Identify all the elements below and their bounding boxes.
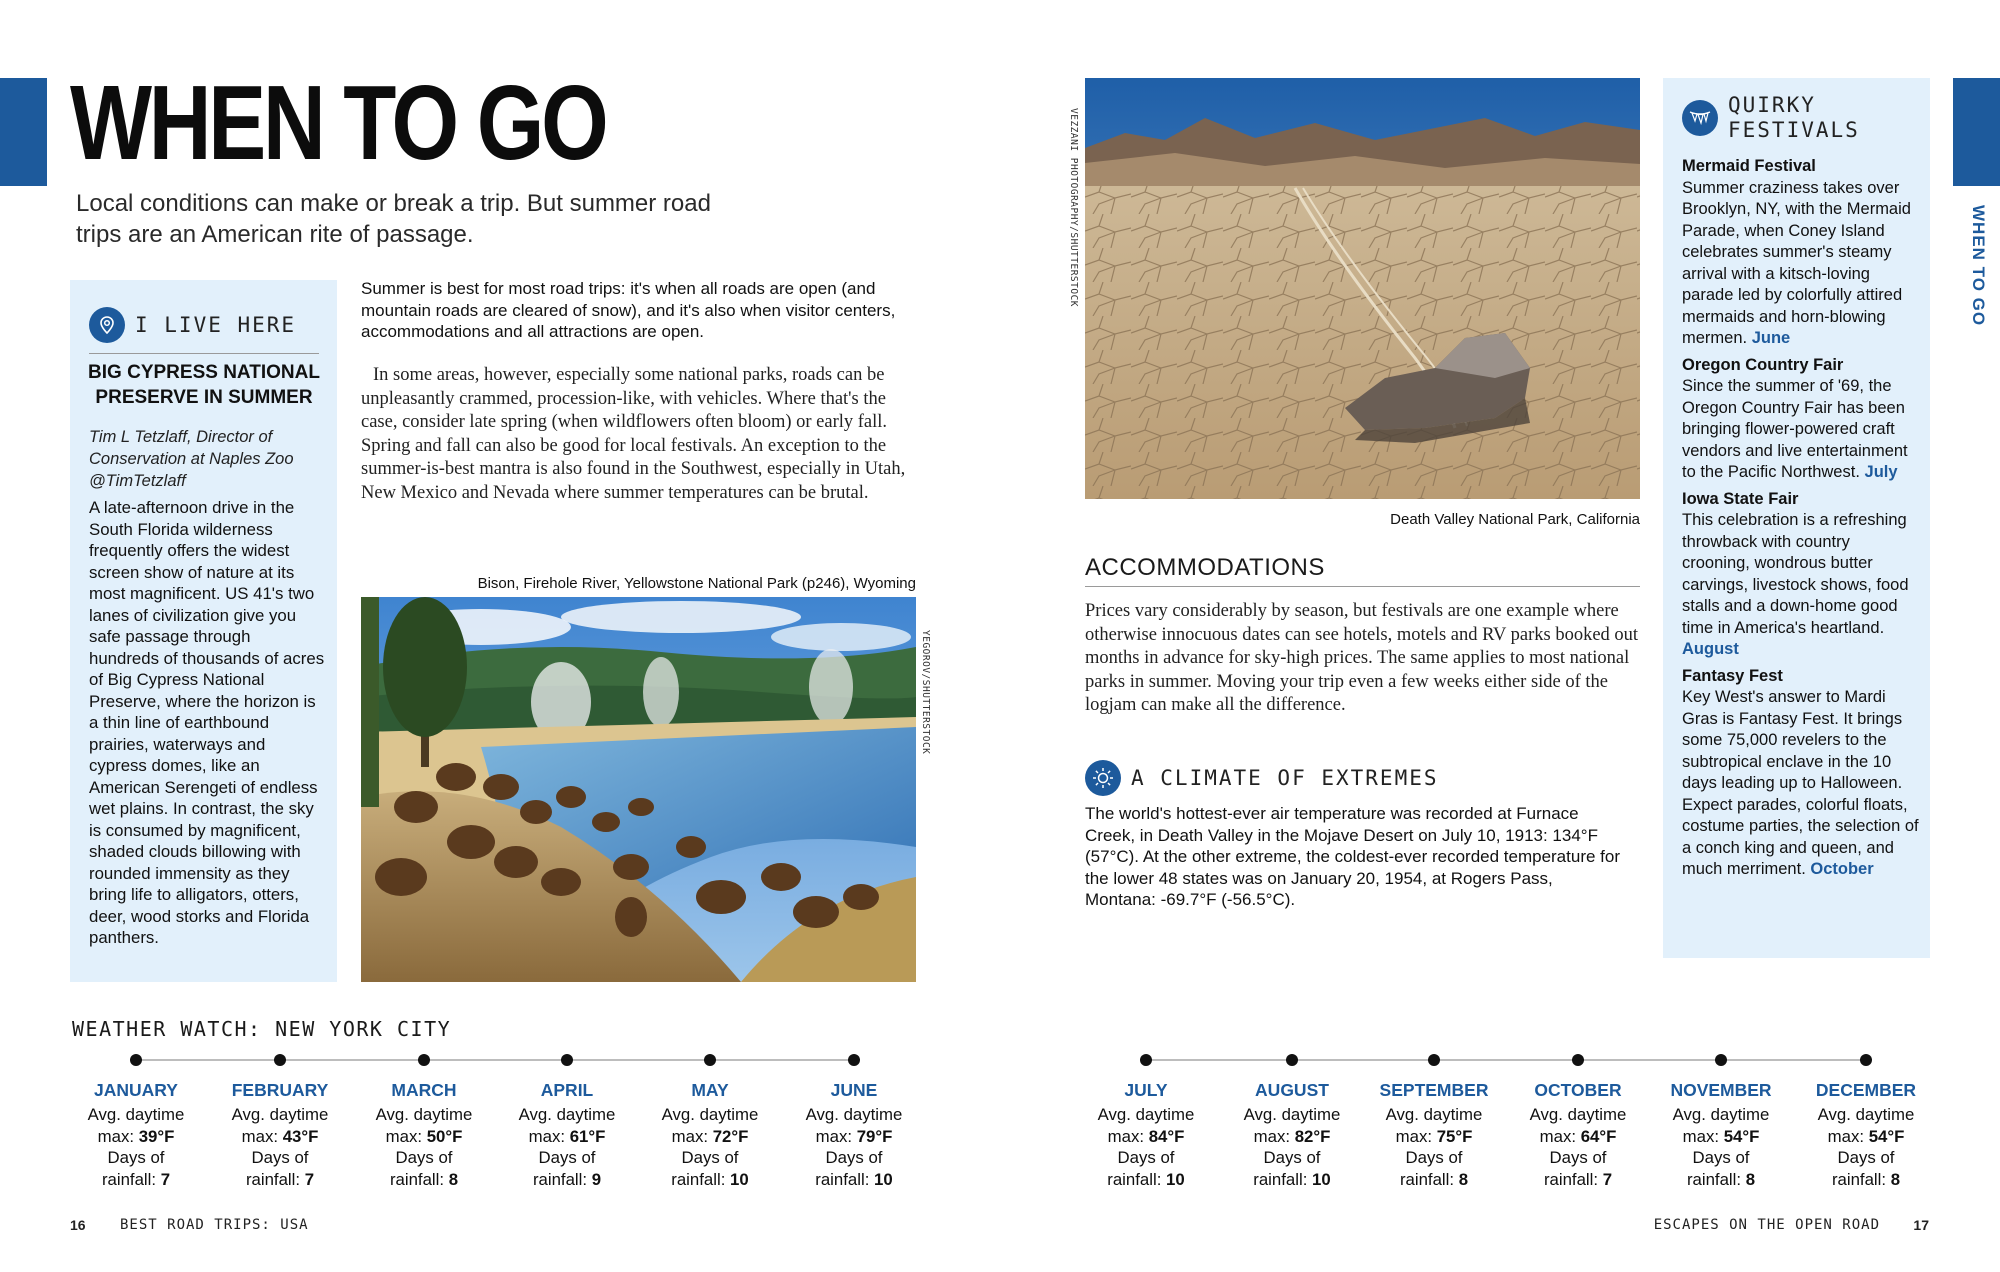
max-label: max: bbox=[1107, 1126, 1145, 1146]
festival-text: This celebration is a refreshing throwback with country crooning, wondrous butter carvings, livestock shows, food stalls and a down-home good time in America's heartland. bbox=[1682, 511, 1909, 637]
weather-month-may bbox=[640, 1080, 780, 1190]
max-label: max: bbox=[1827, 1126, 1865, 1146]
rainfall-line bbox=[354, 1169, 494, 1191]
max-temp-line bbox=[1651, 1126, 1791, 1148]
climate-label: A CLIMATE OF EXTREMES bbox=[1131, 766, 1439, 790]
month-name: FEBRUARY bbox=[231, 1080, 329, 1100]
rainfall-value: 8 bbox=[448, 1169, 459, 1189]
festivals-label-line1: QUIRKY bbox=[1728, 93, 1816, 117]
max-label: max: bbox=[528, 1126, 566, 1146]
sun-icon bbox=[1085, 760, 1121, 796]
weather-month-april bbox=[497, 1080, 637, 1190]
avg-daytime-label: Avg. daytime bbox=[1097, 1105, 1195, 1124]
festival-name: Fantasy Fest bbox=[1682, 666, 1783, 685]
climate-header bbox=[1085, 760, 1439, 796]
weather-month-november bbox=[1651, 1080, 1791, 1190]
left-page-number: 16 bbox=[70, 1217, 86, 1233]
rainfall-label: rainfall: bbox=[1107, 1169, 1162, 1189]
timeline-dot bbox=[848, 1054, 860, 1066]
intro-text: Local conditions can make or break a trip. But summer road trips are an American rite of passage. bbox=[76, 190, 711, 248]
avg-daytime-label: Avg. daytime bbox=[231, 1105, 329, 1124]
max-label: max: bbox=[1395, 1126, 1433, 1146]
festival-item bbox=[1682, 355, 1920, 484]
month-name: JANUARY bbox=[94, 1080, 178, 1100]
max-temp-value: 72°F bbox=[712, 1126, 749, 1146]
rainfall-line bbox=[497, 1169, 637, 1191]
accommodations-text: Prices vary considerably by season, but festivals are one example where otherwise innocuous dates can see hotels, motels and RV parks booked out months in advance for sky-high prices. The same applies to most national parks in summer. Moving your trip even a few weeks either side of the logjam can make all the difference. bbox=[1085, 601, 1639, 715]
rainfall-line bbox=[1222, 1169, 1362, 1191]
rainfall-line bbox=[1508, 1169, 1648, 1191]
max-temp-value: 64°F bbox=[1580, 1126, 1617, 1146]
timeline-dot bbox=[130, 1054, 142, 1066]
side-tab-label: WHEN TO GO bbox=[1969, 205, 1988, 327]
festival-description bbox=[1682, 178, 1920, 350]
rainfall-line bbox=[1796, 1169, 1936, 1191]
month-name: NOVEMBER bbox=[1670, 1080, 1772, 1100]
rainfall-value: 8 bbox=[1890, 1169, 1901, 1189]
accommodations-divider bbox=[1085, 586, 1640, 587]
location-pin-icon bbox=[89, 307, 125, 343]
festival-name: Mermaid Festival bbox=[1682, 157, 1816, 175]
max-temp-line bbox=[640, 1126, 780, 1148]
rainfall-label: rainfall: bbox=[1831, 1169, 1887, 1189]
bison-photo-caption: Bison, Firehole River, Yellowstone National Park (p246), Wyoming bbox=[477, 575, 916, 592]
bison-photo bbox=[361, 597, 916, 982]
box-body-text: A late-afternoon drive in the South Florida wilderness frequently offers the widest screen show of nature at its most magnificent. US 41's two lanes of civilization give you safe passage through hundreds of thousands of acres of Big Cypress National Preserve, where the horizon is a thin line of earthbound prairies, waterways and cypress domes, like an American Serengeti of endless wet plains. In contrast, the sky is consumed by magnificent, shaded clouds billowing with rounded immensity as they bring life to alligators, otters, deer, wood storks and Florida panthers. bbox=[89, 498, 325, 947]
rainfall-value: 10 bbox=[1166, 1169, 1185, 1189]
month-name: MARCH bbox=[391, 1080, 457, 1100]
festival-description bbox=[1682, 376, 1920, 484]
month-name: APRIL bbox=[540, 1080, 594, 1100]
max-temp-value: 54°F bbox=[1868, 1126, 1905, 1146]
max-label: max: bbox=[671, 1126, 709, 1146]
right-running-title: ESCAPES ON THE OPEN ROAD bbox=[1653, 1217, 1880, 1233]
avg-daytime-label: Avg. daytime bbox=[661, 1105, 759, 1124]
days-of-label: Days of bbox=[825, 1148, 883, 1167]
weather-month-july bbox=[1076, 1080, 1216, 1190]
max-temp-line bbox=[1076, 1126, 1216, 1148]
rainfall-label: rainfall: bbox=[1686, 1169, 1742, 1189]
avg-daytime-label: Avg. daytime bbox=[1817, 1105, 1915, 1124]
avg-daytime-label: Avg. daytime bbox=[518, 1105, 616, 1124]
festival-month: August bbox=[1682, 640, 1739, 658]
festival-item bbox=[1682, 156, 1920, 350]
timeline-dot bbox=[274, 1054, 286, 1066]
bunting-icon bbox=[1682, 100, 1718, 136]
timeline-dot bbox=[1140, 1054, 1152, 1066]
rainfall-value: 10 bbox=[874, 1169, 893, 1189]
max-temp-value: 84°F bbox=[1148, 1126, 1185, 1146]
avg-daytime-label: Avg. daytime bbox=[375, 1105, 473, 1124]
days-of-label: Days of bbox=[1405, 1148, 1463, 1167]
avg-daytime-label: Avg. daytime bbox=[1529, 1105, 1627, 1124]
avg-daytime-label: Avg. daytime bbox=[1385, 1105, 1483, 1124]
max-temp-value: 82°F bbox=[1294, 1126, 1331, 1146]
rainfall-label: rainfall: bbox=[389, 1169, 445, 1189]
festival-month: July bbox=[1864, 463, 1898, 481]
timeline-dot bbox=[1860, 1054, 1872, 1066]
i-live-here-box bbox=[70, 280, 337, 982]
death-valley-photo bbox=[1085, 78, 1640, 499]
max-temp-line bbox=[1796, 1126, 1936, 1148]
seasons-paragraph: In some areas, however, especially some national parks, roads can be unpleasantly crammed, procession-like, with vehicles. Where that's the case, consider late spring (when wildflowers often bloom) or early fall. Spring and fall can also be good for local festivals. An exception to the summer-is-best mantra is also found in the Southwest, especially in Utah, New Mexico and Nevada where summer temperatures can be brutal. bbox=[361, 365, 906, 503]
max-label: max: bbox=[241, 1126, 279, 1146]
timeline-dot bbox=[418, 1054, 430, 1066]
death-valley-photo-image bbox=[1085, 78, 1640, 499]
month-name: DECEMBER bbox=[1815, 1080, 1917, 1100]
festival-month: October bbox=[1810, 860, 1874, 878]
festivals-label-line2: FESTIVALS bbox=[1728, 118, 1860, 142]
rainfall-label: rainfall: bbox=[245, 1169, 301, 1189]
days-of-label: Days of bbox=[1117, 1148, 1175, 1167]
festival-text: Since the summer of '69, the Oregon Country Fair has been bringing flower-powered craft vendors and live entertainment to the Pacific Northwest. bbox=[1682, 377, 1908, 481]
rainfall-label: rainfall: bbox=[101, 1169, 157, 1189]
rainfall-label: rainfall: bbox=[532, 1169, 588, 1189]
accommodations-heading: ACCOMMODATIONS bbox=[1085, 554, 1325, 581]
timeline-dot bbox=[704, 1054, 716, 1066]
month-name: JULY bbox=[1124, 1080, 1168, 1100]
weather-month-october bbox=[1508, 1080, 1648, 1190]
timeline-line-left bbox=[136, 1059, 854, 1061]
avg-daytime-label: Avg. daytime bbox=[805, 1105, 903, 1124]
days-of-label: Days of bbox=[1263, 1148, 1321, 1167]
climate-text: The world's hottest-ever air temperature was recorded at Furnace Creek, in Death Valley in the Mojave Desert on July 10, 1913: 134°F (57°C). At the other extreme, the coldest-ever recorded temperature for the lower 48 states was on January 20, 1954, at Rogers Pass, Montana: -69.7°F (-56.5°C). bbox=[1085, 804, 1620, 909]
max-label: max: bbox=[1253, 1126, 1291, 1146]
weather-month-august bbox=[1222, 1080, 1362, 1190]
max-temp-line bbox=[1364, 1126, 1504, 1148]
right-edge-tab bbox=[1953, 78, 2000, 186]
rainfall-value: 7 bbox=[160, 1169, 171, 1189]
rainfall-value: 7 bbox=[1602, 1169, 1613, 1189]
rainfall-line bbox=[66, 1169, 206, 1191]
max-temp-value: 61°F bbox=[569, 1126, 606, 1146]
rainfall-line bbox=[210, 1169, 350, 1191]
left-edge-tab bbox=[0, 78, 47, 186]
max-label: max: bbox=[1682, 1126, 1720, 1146]
days-of-label: Days of bbox=[1692, 1148, 1750, 1167]
rainfall-line bbox=[784, 1169, 924, 1191]
max-label: max: bbox=[385, 1126, 423, 1146]
rainfall-label: rainfall: bbox=[671, 1169, 726, 1189]
weather-month-march bbox=[354, 1080, 494, 1190]
weather-month-december bbox=[1796, 1080, 1936, 1190]
timeline-dot bbox=[1286, 1054, 1298, 1066]
avg-daytime-label: Avg. daytime bbox=[1672, 1105, 1770, 1124]
max-temp-value: 43°F bbox=[282, 1126, 319, 1146]
weather-title: WEATHER WATCH: NEW YORK CITY bbox=[72, 1017, 452, 1041]
rainfall-line bbox=[640, 1169, 780, 1191]
festival-text: Summer craziness takes over Brooklyn, NY, with the Mermaid Parade, when Coney Island celebrates summer's steamy arrival with a kitsch-loving parade led by colorfully attired mermaids and horn-blowing mermen. bbox=[1682, 178, 1911, 347]
max-label: max: bbox=[815, 1126, 853, 1146]
max-temp-line bbox=[497, 1126, 637, 1148]
death-valley-photo-caption: Death Valley National Park, California bbox=[1390, 511, 1640, 528]
timeline-dot bbox=[561, 1054, 573, 1066]
i-live-here-label: I LIVE HERE bbox=[135, 313, 297, 337]
rainfall-value: 8 bbox=[1458, 1169, 1469, 1189]
timeline-line-right bbox=[1146, 1059, 1866, 1061]
month-name: OCTOBER bbox=[1534, 1080, 1622, 1100]
max-temp-line bbox=[1222, 1126, 1362, 1148]
box-heading: BIG CYPRESS NATIONAL PRESERVE IN SUMMER bbox=[88, 362, 320, 408]
rainfall-value: 8 bbox=[1745, 1169, 1756, 1189]
rainfall-line bbox=[1651, 1169, 1791, 1191]
weather-month-january bbox=[66, 1080, 206, 1190]
avg-daytime-label: Avg. daytime bbox=[87, 1105, 185, 1124]
max-temp-value: 54°F bbox=[1723, 1126, 1760, 1146]
month-name: JUNE bbox=[830, 1080, 878, 1100]
rainfall-value: 10 bbox=[1312, 1169, 1331, 1189]
month-name: MAY bbox=[691, 1080, 729, 1100]
avg-daytime-label: Avg. daytime bbox=[1243, 1105, 1341, 1124]
rainfall-label: rainfall: bbox=[1543, 1169, 1599, 1189]
rainfall-value: 10 bbox=[730, 1169, 749, 1189]
box-author: Tim L Tetzlaff, Director of Conservation at Naples Zoo @TimTetzlaff bbox=[89, 428, 294, 490]
rainfall-line bbox=[1364, 1169, 1504, 1191]
timeline-dot bbox=[1572, 1054, 1584, 1066]
timeline-dot bbox=[1428, 1054, 1440, 1066]
rainfall-label: rainfall: bbox=[1399, 1169, 1455, 1189]
max-temp-value: 75°F bbox=[1436, 1126, 1473, 1146]
festival-month: June bbox=[1751, 329, 1791, 347]
box-divider bbox=[89, 353, 319, 354]
festival-name: Iowa State Fair bbox=[1682, 489, 1799, 508]
festival-item bbox=[1682, 489, 1920, 661]
days-of-label: Days of bbox=[681, 1148, 739, 1167]
max-temp-line bbox=[784, 1126, 924, 1148]
max-label: max: bbox=[1539, 1126, 1577, 1146]
rainfall-line bbox=[1076, 1169, 1216, 1191]
summer-intro-paragraph: Summer is best for most road trips: it's when all roads are open (and mountain roads are cleared of snow), and it's also when visitor centers, accommodations and all attractions are open. bbox=[361, 279, 896, 341]
max-label: max: bbox=[97, 1126, 135, 1146]
festival-list bbox=[1682, 156, 1920, 886]
days-of-label: Days of bbox=[538, 1148, 596, 1167]
festival-item bbox=[1682, 666, 1920, 881]
left-running-title: BEST ROAD TRIPS: USA bbox=[120, 1217, 309, 1233]
rainfall-label: rainfall: bbox=[1253, 1169, 1308, 1189]
quirky-festivals-box bbox=[1663, 78, 1930, 958]
bison-photo-image bbox=[361, 597, 916, 982]
right-page-number: 17 bbox=[1913, 1217, 1929, 1233]
max-temp-line bbox=[66, 1126, 206, 1148]
rainfall-value: 9 bbox=[591, 1169, 602, 1189]
max-temp-line bbox=[354, 1126, 494, 1148]
festival-name: Oregon Country Fair bbox=[1682, 355, 1844, 374]
death-valley-photo-credit: VEZZANI PHOTOGRAPHY/SHUTTERSTOCK bbox=[1068, 108, 1079, 308]
days-of-label: Days of bbox=[1549, 1148, 1607, 1167]
weather-month-february bbox=[210, 1080, 350, 1190]
days-of-label: Days of bbox=[107, 1148, 165, 1167]
days-of-label: Days of bbox=[251, 1148, 309, 1167]
days-of-label: Days of bbox=[1837, 1148, 1895, 1167]
festival-description bbox=[1682, 687, 1920, 881]
days-of-label: Days of bbox=[395, 1148, 453, 1167]
weather-month-june bbox=[784, 1080, 924, 1190]
max-temp-line bbox=[1508, 1126, 1648, 1148]
rainfall-label: rainfall: bbox=[815, 1169, 870, 1189]
max-temp-value: 79°F bbox=[856, 1126, 893, 1146]
bison-photo-credit: YEGOROV/SHUTTERSTOCK bbox=[920, 630, 931, 755]
page-title: WHEN TO GO bbox=[70, 64, 606, 182]
festival-description bbox=[1682, 510, 1920, 661]
festival-text: Key West's answer to Mardi Gras is Fantasy Fest. It brings some 75,000 revelers to the subtropical enclave in the 10 days leading up to Halloween. Expect parades, colorful floats, costume parties, the selection of a conch king and queen, and much merriment. bbox=[1682, 688, 1919, 878]
max-temp-line bbox=[210, 1126, 350, 1148]
month-name: SEPTEMBER bbox=[1379, 1080, 1489, 1100]
weather-month-september bbox=[1364, 1080, 1504, 1190]
rainfall-value: 7 bbox=[304, 1169, 315, 1189]
max-temp-value: 39°F bbox=[138, 1126, 175, 1146]
max-temp-value: 50°F bbox=[426, 1126, 463, 1146]
month-name: AUGUST bbox=[1255, 1080, 1329, 1100]
timeline-dot bbox=[1715, 1054, 1727, 1066]
